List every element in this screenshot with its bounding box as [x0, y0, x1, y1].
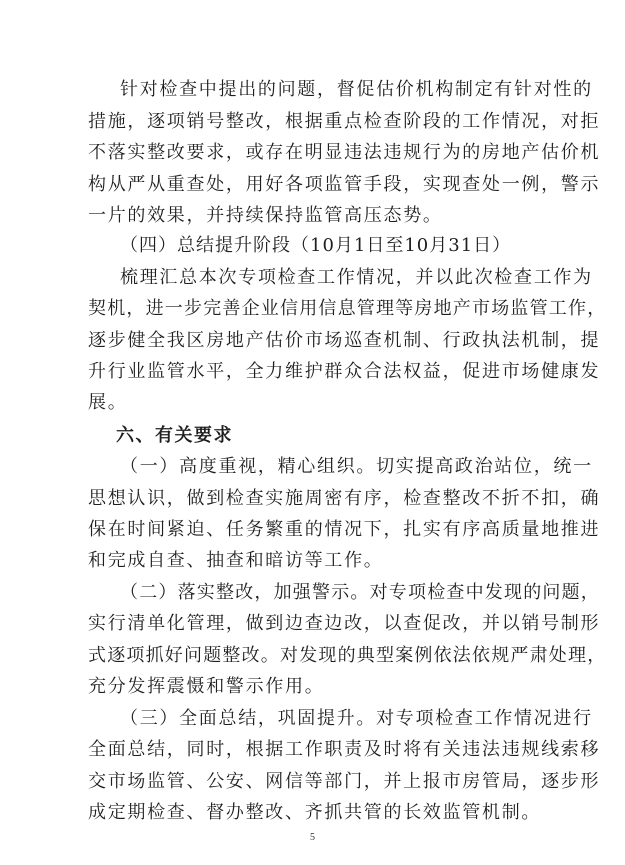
- paragraph-line: 保在时间紧迫、任务繁重的情况下，扎实有序高质量地推进: [88, 519, 601, 540]
- paragraph-line: 一片的效果，并持续保持监管高压态势。: [88, 205, 443, 226]
- paragraph-line: 措施，逐项销号整改，根据重点检查阶段的工作情况，对拒: [88, 111, 601, 132]
- paragraph-line: 逐步健全我区房地产估价市场巡查机制、行政执法机制，提: [88, 330, 601, 351]
- page-number: 5: [310, 832, 315, 843]
- paragraph-line: 交市场监管、公安、网信等部门，并上报市房管局，逐步形: [88, 771, 601, 792]
- paragraph-line: 和完成自查、抽查和暗访等工作。: [88, 550, 384, 571]
- paragraph-line: 不落实整改要求，或存在明显违法违规行为的房地产估价机: [88, 142, 601, 163]
- paragraph-line: 思想认识，做到检查实施周密有序，检查整改不折不扣，确: [88, 488, 601, 509]
- paragraph-line: （三）全面总结，巩固提升。对专项检查工作情况进行: [120, 708, 593, 729]
- paragraph-line: 契机，进一步完善企业信用信息管理等房地产市场监管工作，: [88, 298, 607, 319]
- stage-heading: （四）总结提升阶段（10月1日至10月31日）: [120, 235, 512, 256]
- paragraph-line: 升行业监管水平，全力维护群众合法权益，促进市场健康发: [88, 361, 601, 382]
- paragraph-line: （一）高度重视，精心组织。切实提高政治站位，统一: [120, 456, 593, 477]
- paragraph-line: 成定期检查、督办整改、齐抓共管的长效监管机制。: [88, 802, 542, 823]
- paragraph-line: 梳理汇总本次专项检查工作情况，并以此次检查工作为: [120, 267, 593, 288]
- paragraph-line: 式逐项抓好问题整改。对发现的典型案例依法依规严肃处理，: [88, 645, 607, 666]
- paragraph-line: （二）落实整改，加强警示。对专项检查中发现的问题，: [120, 582, 600, 603]
- paragraph-line: 实行清单化管理，做到边查边改，以查促改，并以销号制形: [88, 613, 601, 634]
- paragraph-line: 全面总结，同时，根据工作职责及时将有关违法违规线索移: [88, 739, 601, 760]
- section-heading: 六、有关要求: [116, 425, 233, 446]
- paragraph-line: 针对检查中提出的问题，督促估价机构制定有针对性的: [120, 79, 593, 100]
- paragraph-line: 充分发挥震慑和警示作用。: [88, 676, 325, 697]
- paragraph-line: 展。: [88, 392, 128, 413]
- paragraph-line: 构从严从重查处，用好各项监管手段，实现查处一例，警示: [88, 174, 601, 195]
